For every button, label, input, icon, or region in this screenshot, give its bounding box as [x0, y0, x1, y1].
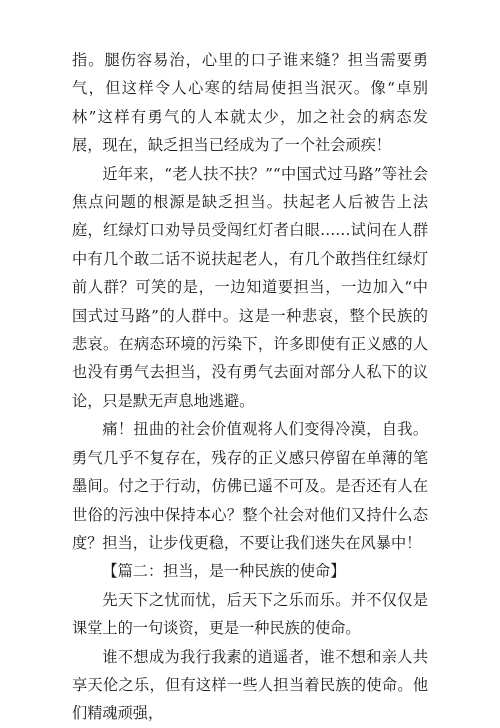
paragraph-bearers: 谁不想成为我行我素的逍遥者，谁不想和亲人共享天伦之乐，但有这样一些人担当着民族的使命。他们精魂顽强，	[72, 647, 428, 723]
paragraph-social-issues: 近年来，“老人扶不扶？”“中国式过马路”等社会焦点问题的根源是缺乏担当。扶起老人后被告上法庭，红绿灯口劝导员受闯红灯者白眼……试问在人群中有几个敢二话不说扶起老人，有几个敢挡住红绿灯前人群？可笑的是，一边知道要担当，一边加入“中国式过马路”的人群中。这是一种悲哀，整个民族的悲哀。在病态环境的污染下，许多即使有正义感的人也没有勇气去担当，没有勇气去面对部分人私下的议论，只是默无声息地逃避。	[72, 164, 428, 410]
paragraph-continuation: 指。腿伤容易治，心里的口子谁来缝？担当需要勇气，但这样令人心寒的结局使担当泯灭。像“卓别林”这样有勇气的人本就太少，加之社会的病态发展，现在，缺乏担当已经成为了一个社会顽疾！	[72, 51, 428, 155]
paragraph-indifference: 痛！扭曲的社会价值观将人们变得冷漠，自我。勇气几乎不复存在，残存的正义感只停留在单薄的笔墨间。付之于行动，仿佛已遥不可及。是否还有人在世俗的污浊中保持本心？整个社会对他们又持什么态度？担当，让步伐更稳，不要让我们迷失在风暴中！	[72, 420, 428, 552]
paragraph-national-mission: 先天下之忧而忧，后天下之乐而乐。并不仅仅是课堂上的一句谈资，更是一种民族的使命。	[72, 590, 428, 638]
section-heading: 【篇二：担当，是一种民族的使命】	[102, 562, 346, 581]
document-body	[72, 46, 428, 728]
